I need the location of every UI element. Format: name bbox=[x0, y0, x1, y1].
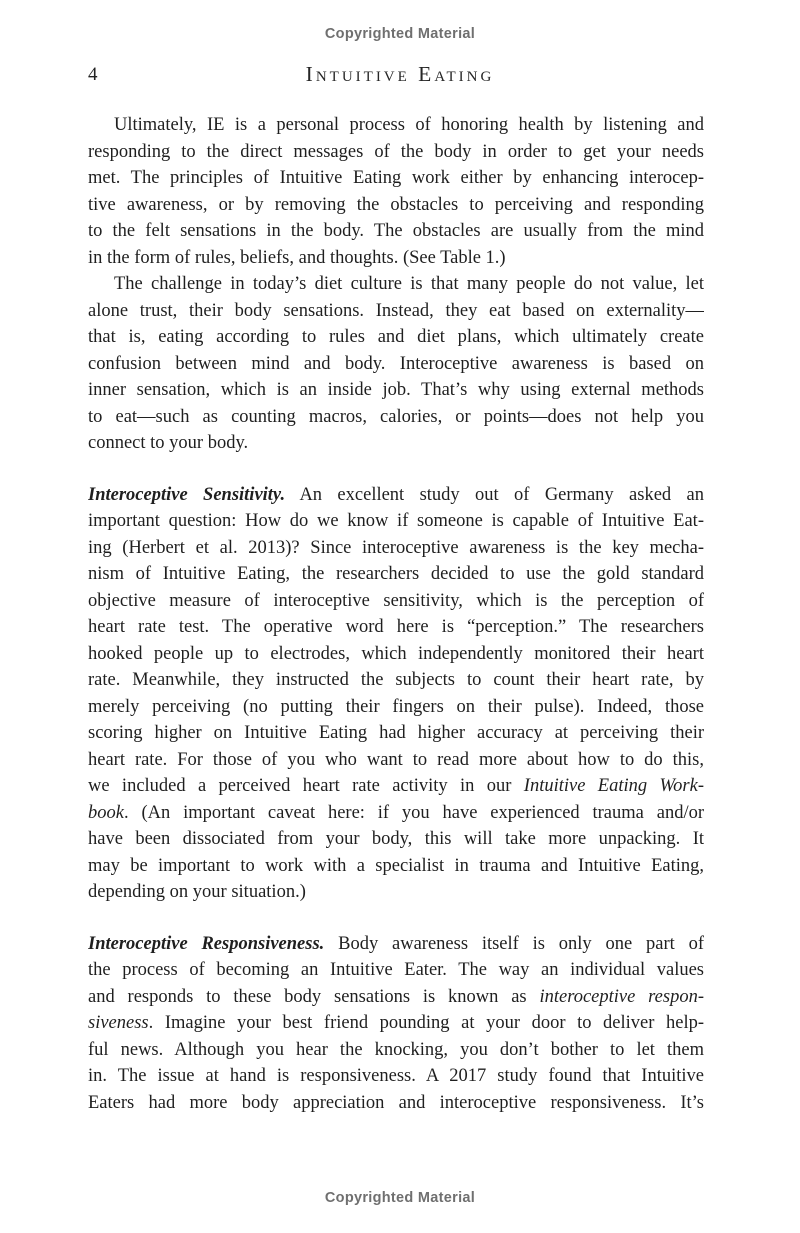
text-segment: heart rate test. The operative word here is “perception.” The researchers bbox=[88, 617, 704, 637]
text-segment: nism of Intuitive Eating, the researchers decided to use the gold standard bbox=[88, 564, 704, 584]
paragraph bbox=[88, 112, 704, 271]
text-segment: inner sensation, which is an inside job. That’s why using external methods bbox=[88, 380, 704, 400]
text-line bbox=[88, 482, 704, 509]
copyright-watermark-bottom: Copyrighted Material bbox=[324, 1190, 476, 1206]
text-segment: in the form of rules, beliefs, and thoughts. (See Table 1.) bbox=[88, 247, 506, 268]
text-line bbox=[88, 773, 704, 800]
text-segment: may be important to work with a specialist in trauma and Intuitive Eating, bbox=[88, 855, 704, 876]
text-line bbox=[88, 747, 704, 774]
text-segment: interoceptive respon- bbox=[539, 986, 704, 1007]
body-text bbox=[88, 112, 704, 1116]
text-line bbox=[88, 1063, 704, 1090]
text-line bbox=[88, 508, 704, 535]
text-segment: . (An important caveat here: if you have experienced trauma and/or bbox=[123, 802, 704, 823]
text-segment: Ultimately, IE is a personal process of honoring health by listening and bbox=[114, 115, 704, 135]
text-line bbox=[88, 165, 704, 192]
text-segment: siveness bbox=[88, 1013, 149, 1033]
text-line bbox=[88, 430, 704, 457]
text-segment: that is, eating according to rules and diet plans, which ultimately create bbox=[88, 327, 704, 347]
text-line bbox=[88, 667, 704, 694]
text-segment: responding to the direct messages of the body in order to get your needs bbox=[88, 141, 704, 162]
text-line bbox=[88, 404, 704, 431]
section-paragraph bbox=[88, 931, 704, 1117]
text-segment: depending on your situation.) bbox=[88, 882, 306, 902]
text-segment: the process of becoming an Intuitive Eater. The way an individual values bbox=[88, 960, 704, 980]
text-line bbox=[88, 1037, 704, 1064]
section-paragraph bbox=[88, 482, 704, 906]
text-line bbox=[88, 561, 704, 588]
running-head: Intuitive Eating bbox=[305, 62, 495, 86]
text-segment: rate. Meanwhile, they instructed the subjects to count their heart rate, by bbox=[88, 670, 704, 690]
text-segment: important question: How do we know if someone is capable of Intuitive Eat- bbox=[88, 511, 704, 531]
text-line bbox=[88, 984, 704, 1011]
text-segment: Body awareness itself is only one part of bbox=[324, 933, 704, 954]
text-line bbox=[88, 1010, 704, 1037]
text-line bbox=[88, 139, 704, 166]
text-line bbox=[88, 245, 704, 272]
text-segment: to the felt sensations in the body. The obstacles are usually from the mind bbox=[88, 221, 704, 241]
text-segment: book bbox=[88, 802, 124, 823]
text-segment: we included a perceived heart rate activity in our bbox=[88, 776, 524, 796]
text-line bbox=[88, 298, 704, 325]
text-segment: An excellent study out of Germany asked an bbox=[285, 484, 704, 505]
text-line bbox=[88, 931, 704, 958]
text-line bbox=[88, 800, 704, 827]
text-segment: and responds to these body sensations is known as bbox=[88, 986, 540, 1007]
text-segment: Eaters had more body appreciation and interoceptive responsiveness. It’s bbox=[88, 1092, 704, 1113]
text-line bbox=[88, 853, 704, 880]
text-line bbox=[88, 377, 704, 404]
text-line bbox=[88, 218, 704, 245]
text-line bbox=[88, 192, 704, 219]
text-line bbox=[88, 720, 704, 747]
copyright-watermark-top: Copyrighted Material bbox=[324, 26, 476, 42]
text-segment: alone trust, their body sensations. Instead, they eat based on externality— bbox=[88, 300, 704, 321]
text-segment: to eat—such as counting macros, calories, or points—does not help you bbox=[88, 406, 704, 427]
text-segment: The challenge in today’s diet culture is that many people do not value, let bbox=[114, 274, 704, 294]
text-line bbox=[88, 112, 704, 139]
paragraph bbox=[88, 271, 704, 457]
text-segment: have been dissociated from your body, this will take more unpacking. It bbox=[88, 829, 704, 849]
page-number: 4 bbox=[88, 64, 98, 85]
text-segment: heart rate. For those of you who want to read more about how to do this, bbox=[88, 749, 704, 770]
section-heading: Interoceptive Sensitivity. bbox=[88, 484, 286, 505]
text-segment: objective measure of interoceptive sensitivity, which is the perception of bbox=[88, 590, 704, 611]
text-line bbox=[88, 324, 704, 351]
text-segment: confusion between mind and body. Interoceptive awareness is based on bbox=[88, 353, 704, 374]
text-segment: in. The issue at hand is responsiveness. A 2017 study found that Intuitive bbox=[88, 1066, 704, 1086]
text-segment: tive awareness, or by removing the obstacles to perceiving and responding bbox=[88, 194, 704, 215]
text-line bbox=[88, 351, 704, 378]
text-segment: hooked people up to electrodes, which independently monitored their heart bbox=[88, 643, 704, 664]
text-segment: ful news. Although you hear the knocking, you don’t bother to let them bbox=[88, 1039, 704, 1060]
text-segment: ing (Herbert et al. 2013)? Since interoceptive awareness is the key mecha- bbox=[88, 537, 704, 558]
text-line bbox=[88, 879, 704, 906]
text-line bbox=[88, 271, 704, 298]
text-line bbox=[88, 957, 704, 984]
text-line bbox=[88, 535, 704, 562]
text-segment: connect to your body. bbox=[88, 433, 249, 453]
text-segment: merely perceiving (no putting their fingers on their pulse). Indeed, those bbox=[88, 696, 704, 717]
page-header bbox=[0, 62, 800, 88]
text-segment: Intuitive Eating Work- bbox=[523, 776, 704, 796]
text-line bbox=[88, 641, 704, 668]
text-line bbox=[88, 614, 704, 641]
text-line bbox=[88, 1090, 704, 1117]
text-segment: met. The principles of Intuitive Eating work either by enhancing interocep- bbox=[88, 168, 704, 188]
text-line bbox=[88, 694, 704, 721]
text-segment: . Imagine your best friend pounding at your door to deliver help- bbox=[148, 1013, 704, 1033]
text-line bbox=[88, 826, 704, 853]
text-segment: scoring higher on Intuitive Eating had higher accuracy at perceiving their bbox=[88, 723, 704, 743]
section-heading: Interoceptive Responsiveness. bbox=[88, 933, 325, 954]
text-line bbox=[88, 588, 704, 615]
